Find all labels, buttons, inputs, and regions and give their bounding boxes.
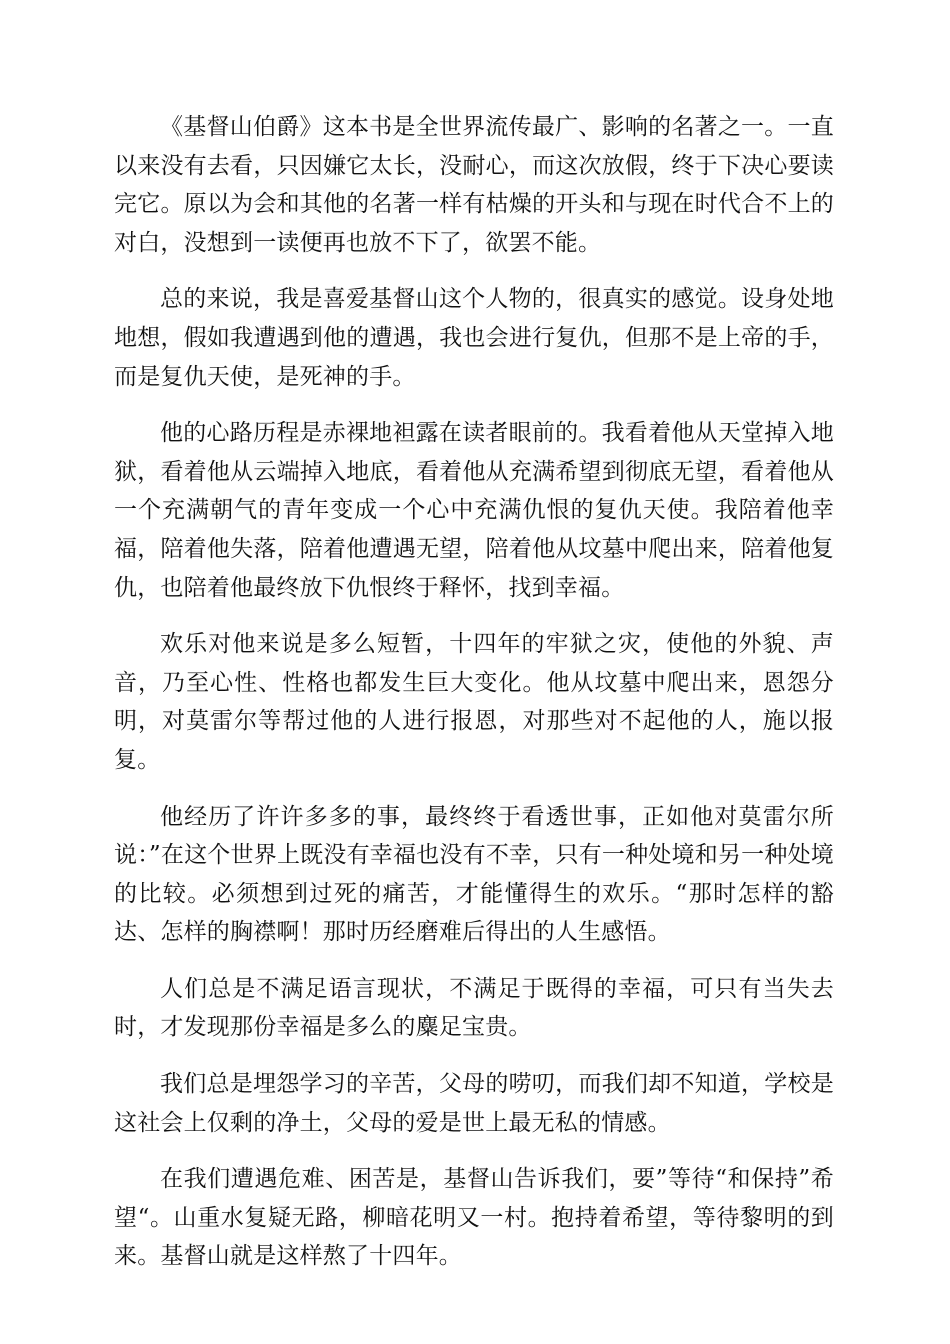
paragraph-5: 他经历了许许多多的事，最终终于看透世事，正如他对莫雷尔所说：”在这个世界上既没有幸福也没有不幸，只有一种处境和另一种处境的比较。必须想到过死的痛苦，才能懂得生的欢乐。“那时怎样的豁达、怎样的胸襟啊！那时历经磨难后得出的人生感悟。: [114, 803, 834, 946]
paragraph-7: 我们总是埋怨学习的辛苦，父母的唠叨，而我们却不知道，学校是这社会上仅剩的净土，父母的爱是世上最无私的情感。: [114, 1071, 834, 1136]
paragraph-4: 欢乐对他来说是多么短暂，十四年的牢狱之灾，使他的外貌、声音，乃至心性、性格也都发生巨大变化。他从坟墓中爬出来，恩怨分明，对莫雷尔等帮过他的人进行报恩，对那些对不起他的人，施以报复。: [114, 631, 834, 773]
paragraph-3: 他的心路历程是赤裸地袒露在读者眼前的。我看着他从天堂掉入地狱，看着他从云端掉入地底，看着他从充满希望到彻底无望，看着他从一个充满朝气的青年变成一个心中充满仇恨的复仇天使。我陪着他幸福，陪着他失落，陪着他遭遇无望，陪着他从坟墓中爬出来，陪着他复仇，也陪着他最终放下仇恨终于释怀，找到幸福。: [114, 420, 834, 601]
paragraph-6: 人们总是不满足语言现状，不满足于既得的幸福，可只有当失去时，才发现那份幸福是多么的麋足宝贵。: [114, 975, 834, 1041]
paragraph-1: 《基督山伯爵》这本书是全世界流传最广、影响的名著之一。一直以来没有去看，只因嫌它太长，没耐心，而这次放假，终于下决心要读完它。原以为会和其他的名著一样有枯燥的开头和与现在时代合不上的对白，没想到一读便再也放不下了，欲罢不能。: [114, 114, 834, 256]
document-body: [114, 108, 834, 1294]
paragraph-8: 在我们遭遇危难、困苦是，基督山告诉我们，要”等待“和保持”希望“。山重水复疑无路，柳暗花明又一村。抱持着希望，等待黎明的到来。基督山就是这样熬了十四年。: [114, 1166, 834, 1270]
paragraph-2: 总的来说，我是喜爱基督山这个人物的，很真实的感觉。设身处地地想，假如我遭遇到他的遭遇，我也会进行复仇，但那不是上帝的手，而是复仇天使，是死神的手。: [114, 286, 834, 390]
